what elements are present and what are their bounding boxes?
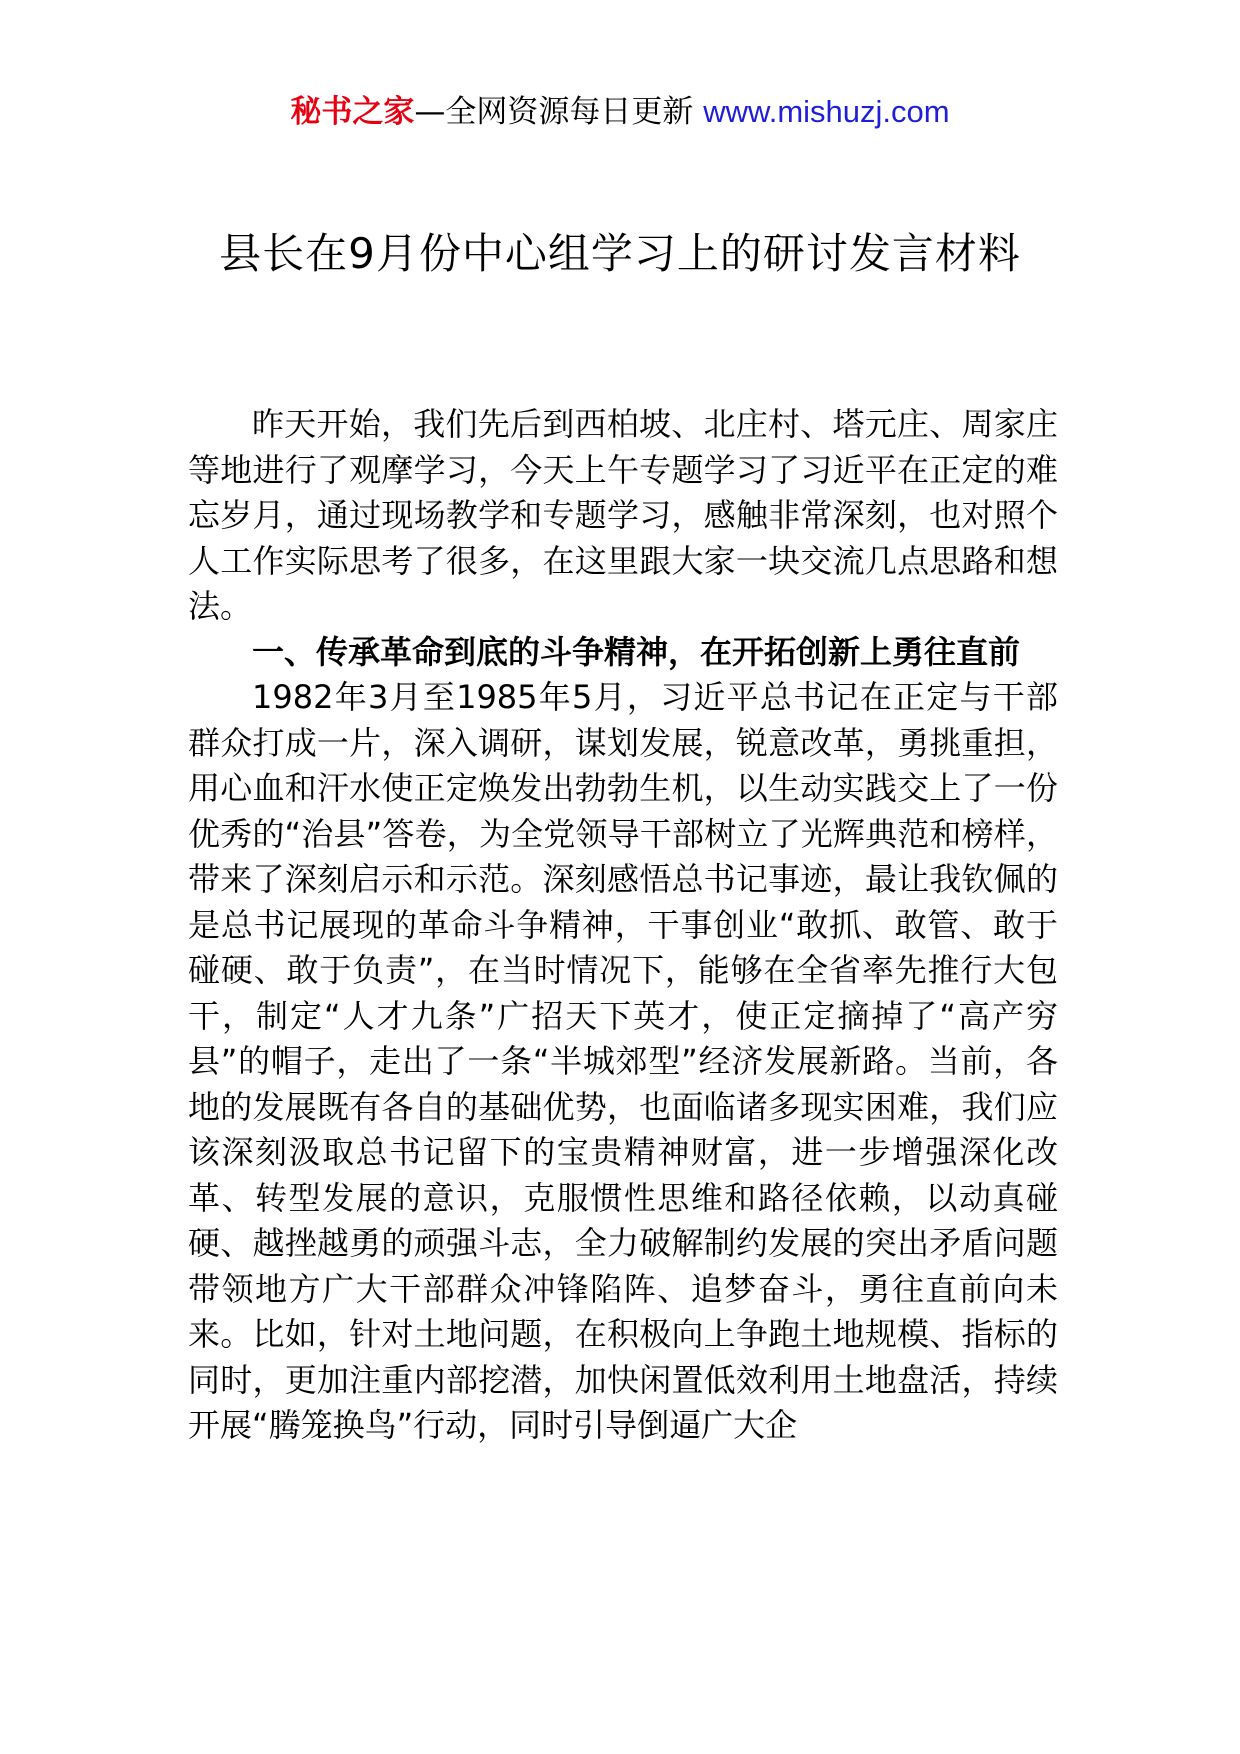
- brand-name: 秘书之家: [290, 94, 415, 130]
- site-header: [0, 92, 1240, 132]
- site-tagline: —全网资源每日更新: [414, 94, 694, 130]
- body-paragraph: 昨天开始，我们先后到西柏坡、北庄村、塔元庄、周家庄等地进行了观摩学习，今天上午专题学习了习近平在正定的难忘岁月，通过现场教学和专题学习，感触非常深刻，也对照个人工作实际思考了很多，在这里跟大家一块交流几点思路和想法。: [188, 405, 1058, 625]
- site-url-link[interactable]: www.mishuzj.com: [703, 94, 950, 129]
- body-paragraph: 1982年3月至1985年5月，习近平总书记在正定与干部群众打成一片，深入调研，谋划发展，锐意改革，勇挑重担，用心血和汗水使正定焕发出勃勃生机，以生动实践交上了一份优秀的“治县”答卷，为全党领导干部树立了光辉典范和榜样，带来了深刻启示和示范。深刻感悟总书记事迹，最让我钦佩的是总书记展现的革命斗争精神，干事创业“敢抓、敢管、敢于碰硬、敢于负责”，在当时情况下，能够在全省率先推行大包干，制定“人才九条”广招天下英才，使正定摘掉了“高产穷县”的帽子，走出了一条“半城郊型”经济发展新路。当前，各地的发展既有各自的基础优势，也面临诸多现实困难，我们应该深刻汲取总书记留下的宝贵精神财富，进一步增强深化改革、转型发展的意识，克服惯性思维和路径依赖，以动真碰硬、越挫越勇的顽强斗志，全力破解制约发展的突出矛盾问题带领地方广大干部群众冲锋陷阵、追梦奋斗，勇往直前向未来。比如，针对土地问题，在积极向上争跑土地规模、指标的同时，更加注重内部挖潜，加快闲置低效利用土地盘活，持续开展“腾笼换鸟”行动，同时引导倒逼广大企: [188, 678, 1058, 1444]
- section-heading: 一、传承革命到底的斗争精神，在开拓创新上勇往直前: [252, 632, 1021, 671]
- document-title: 县长在9月份中心组学习上的研讨发言材料: [219, 229, 1021, 278]
- document-body: [188, 402, 1058, 1449]
